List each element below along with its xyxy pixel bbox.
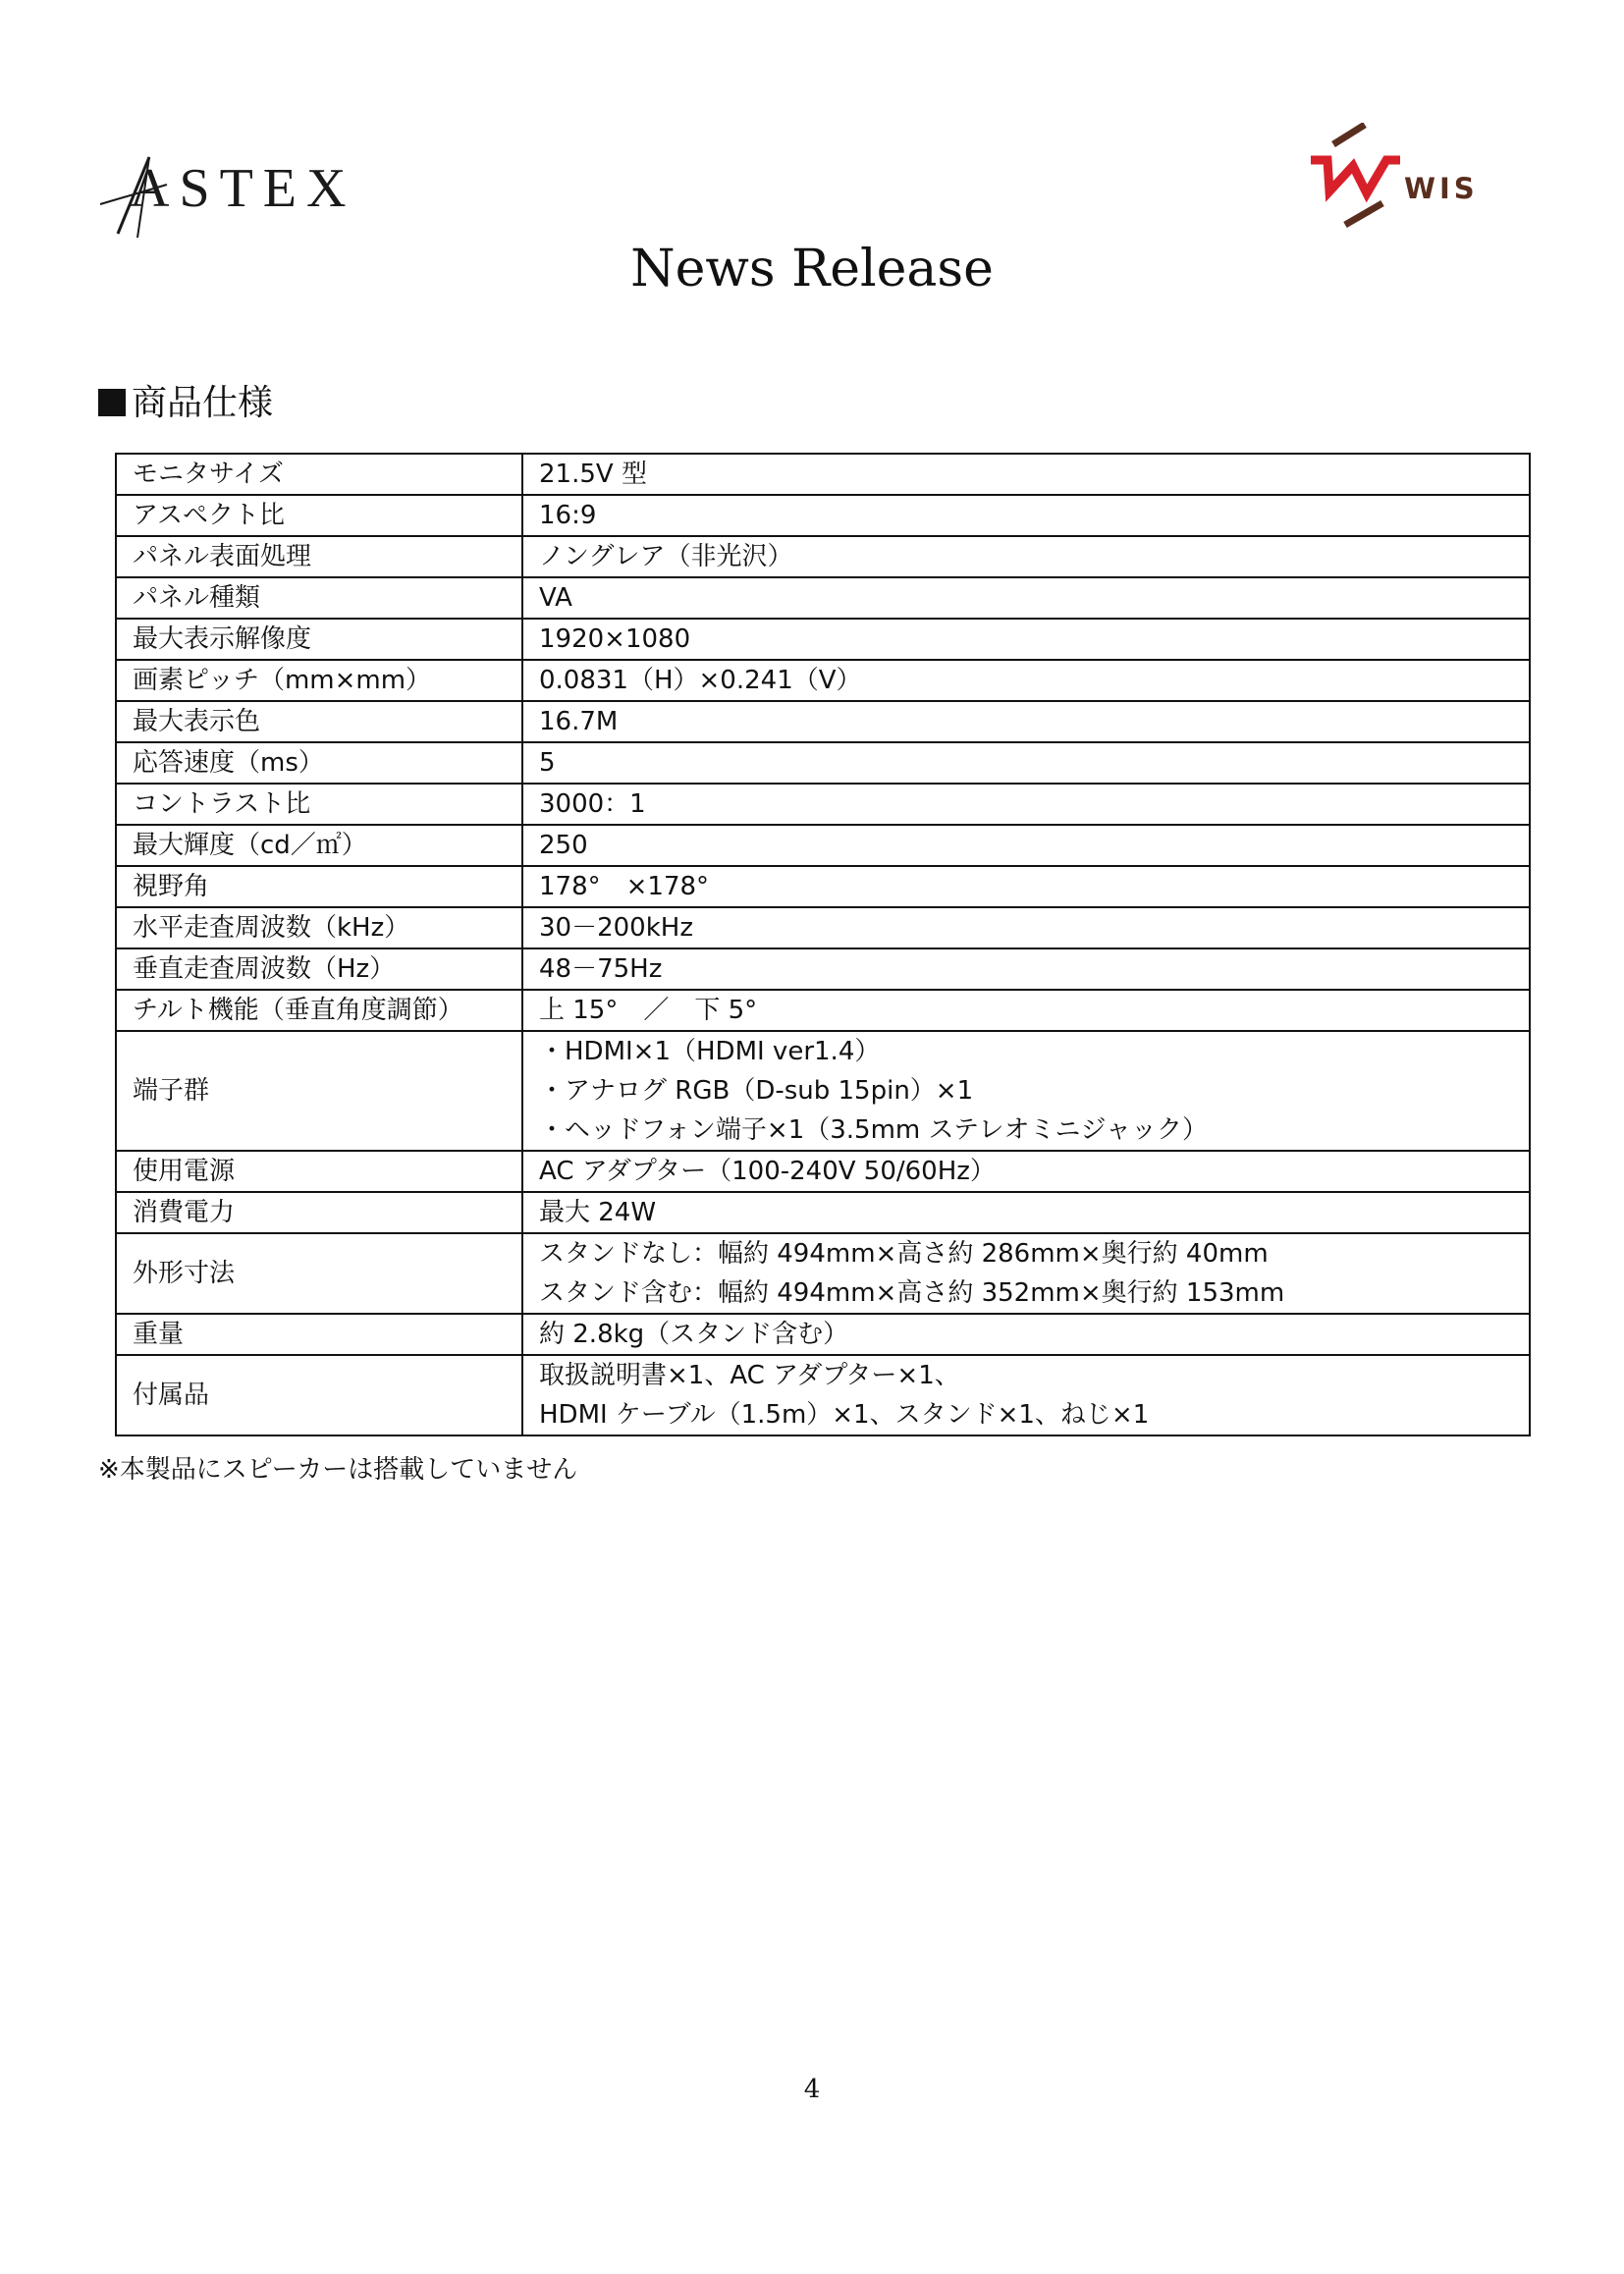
- spec-value-line: VA: [539, 583, 572, 613]
- spec-value-line: 約 2.8kg（スタンド含む）: [539, 1320, 849, 1349]
- spec-label: 垂直走査周波数（Hz）: [116, 948, 522, 990]
- spec-value-line: 3000：1: [539, 789, 646, 819]
- spec-value: [522, 701, 1530, 742]
- spec-label: 最大輝度（cd／㎡）: [116, 825, 522, 866]
- spec-value-line: スタンド含む：幅約 494mm×高さ約 352mm×奥行約 153mm: [539, 1278, 1285, 1308]
- spec-value: [522, 577, 1530, 619]
- spec-label: モニタサイズ: [116, 454, 522, 495]
- spec-value: [522, 825, 1530, 866]
- spec-value-line: 上 15° ／ 下 5°: [539, 996, 758, 1025]
- spec-row: [116, 454, 1530, 495]
- spec-label: 外形寸法: [116, 1233, 522, 1314]
- spec-table-body: [116, 454, 1530, 1435]
- spec-value-line: ノングレア（非光沢）: [539, 542, 793, 571]
- spec-value-line: ・ヘッドフォン端子×1（3.5mm ステレオミニジャック）: [539, 1115, 1208, 1145]
- spec-row: [116, 619, 1530, 660]
- spec-row: [116, 866, 1530, 907]
- spec-label: パネル種類: [116, 577, 522, 619]
- spec-row: [116, 742, 1530, 784]
- spec-value-line: 1920×1080: [539, 624, 691, 654]
- spec-row: [116, 536, 1530, 577]
- wis-logo-mark: [1306, 123, 1404, 231]
- astex-logo: [98, 147, 356, 245]
- spec-value: [522, 990, 1530, 1031]
- spec-label: 最大表示解像度: [116, 619, 522, 660]
- spec-value-line: 16:9: [539, 501, 597, 530]
- spec-row: [116, 1031, 1530, 1151]
- spec-value: [522, 1355, 1530, 1435]
- spec-value: [522, 784, 1530, 825]
- spec-value: [522, 495, 1530, 536]
- spec-label: 最大表示色: [116, 701, 522, 742]
- spec-label: 重量: [116, 1314, 522, 1355]
- spec-value: [522, 619, 1530, 660]
- spec-value: [522, 660, 1530, 701]
- spec-label: コントラスト比: [116, 784, 522, 825]
- spec-value: [522, 1314, 1530, 1355]
- spec-value-line: 16.7M: [539, 707, 619, 736]
- spec-value-line: ・アナログ RGB（D-sub 15pin）×1: [539, 1076, 974, 1106]
- spec-row: [116, 495, 1530, 536]
- spec-value: [522, 1192, 1530, 1233]
- spec-row: [116, 1314, 1530, 1355]
- spec-value-line: 取扱説明書×1、AC アダプター×1、: [539, 1361, 960, 1390]
- spec-row: [116, 990, 1530, 1031]
- spec-value: [522, 948, 1530, 990]
- spec-label: 画素ピッチ（mm×mm）: [116, 660, 522, 701]
- spec-label: 付属品: [116, 1355, 522, 1435]
- speaker-footnote: ※本製品にスピーカーは搭載していません: [98, 1455, 578, 1485]
- spec-row: [116, 660, 1530, 701]
- square-bullet-icon: [98, 389, 126, 416]
- spec-value: [522, 1233, 1530, 1314]
- spec-value: [522, 1151, 1530, 1192]
- spec-value-line: 21.5V 型: [539, 460, 647, 489]
- spec-value-line: 最大 24W: [539, 1198, 657, 1227]
- news-release-title: News Release: [630, 240, 994, 298]
- spec-value-line: スタンドなし：幅約 494mm×高さ約 286mm×奥行約 40mm: [539, 1239, 1269, 1269]
- spec-row: [116, 1355, 1530, 1435]
- spec-label: パネル表面処理: [116, 536, 522, 577]
- spec-label: 消費電力: [116, 1192, 522, 1233]
- wis-logo-text: WIS: [1404, 172, 1479, 205]
- spec-label: 応答速度（ms）: [116, 742, 522, 784]
- spec-row: [116, 577, 1530, 619]
- spec-value: [522, 536, 1530, 577]
- spec-value: [522, 907, 1530, 948]
- spec-table: [115, 453, 1531, 1436]
- wis-logo: [1306, 123, 1502, 231]
- section-title: [98, 375, 273, 425]
- spec-value: [522, 1031, 1530, 1151]
- spec-row: [116, 948, 1530, 990]
- spec-label: 使用電源: [116, 1151, 522, 1192]
- spec-value: [522, 742, 1530, 784]
- spec-value-line: 30－200kHz: [539, 913, 693, 943]
- spec-value-line: 48－75Hz: [539, 954, 663, 984]
- spec-row: [116, 784, 1530, 825]
- page-number: 4: [803, 2075, 821, 2104]
- spec-row: [116, 825, 1530, 866]
- spec-value: [522, 454, 1530, 495]
- spec-value-line: 5: [539, 748, 556, 778]
- spec-label: 視野角: [116, 866, 522, 907]
- spec-row: [116, 1192, 1530, 1233]
- astex-logo-text: ASTEX: [130, 158, 356, 219]
- spec-value: [522, 866, 1530, 907]
- spec-label: チルト機能（垂直角度調節）: [116, 990, 522, 1031]
- spec-value-line: ・HDMI×1（HDMI ver1.4）: [539, 1037, 881, 1066]
- spec-label: アスペクト比: [116, 495, 522, 536]
- spec-value-line: AC アダプター（100-240V 50/60Hz）: [539, 1157, 996, 1186]
- spec-row: [116, 1233, 1530, 1314]
- spec-value-line: HDMI ケーブル（1.5m）×1、スタンド×1、ねじ×1: [539, 1400, 1150, 1430]
- section-title-text: 商品仕様: [132, 383, 274, 423]
- spec-value-line: 250: [539, 831, 588, 860]
- spec-value-line: 0.0831（H）×0.241（V）: [539, 666, 862, 695]
- spec-row: [116, 701, 1530, 742]
- spec-label: 端子群: [116, 1031, 522, 1151]
- spec-row: [116, 907, 1530, 948]
- spec-label: 水平走査周波数（kHz）: [116, 907, 522, 948]
- spec-value-line: 178° ×178°: [539, 872, 710, 901]
- spec-row: [116, 1151, 1530, 1192]
